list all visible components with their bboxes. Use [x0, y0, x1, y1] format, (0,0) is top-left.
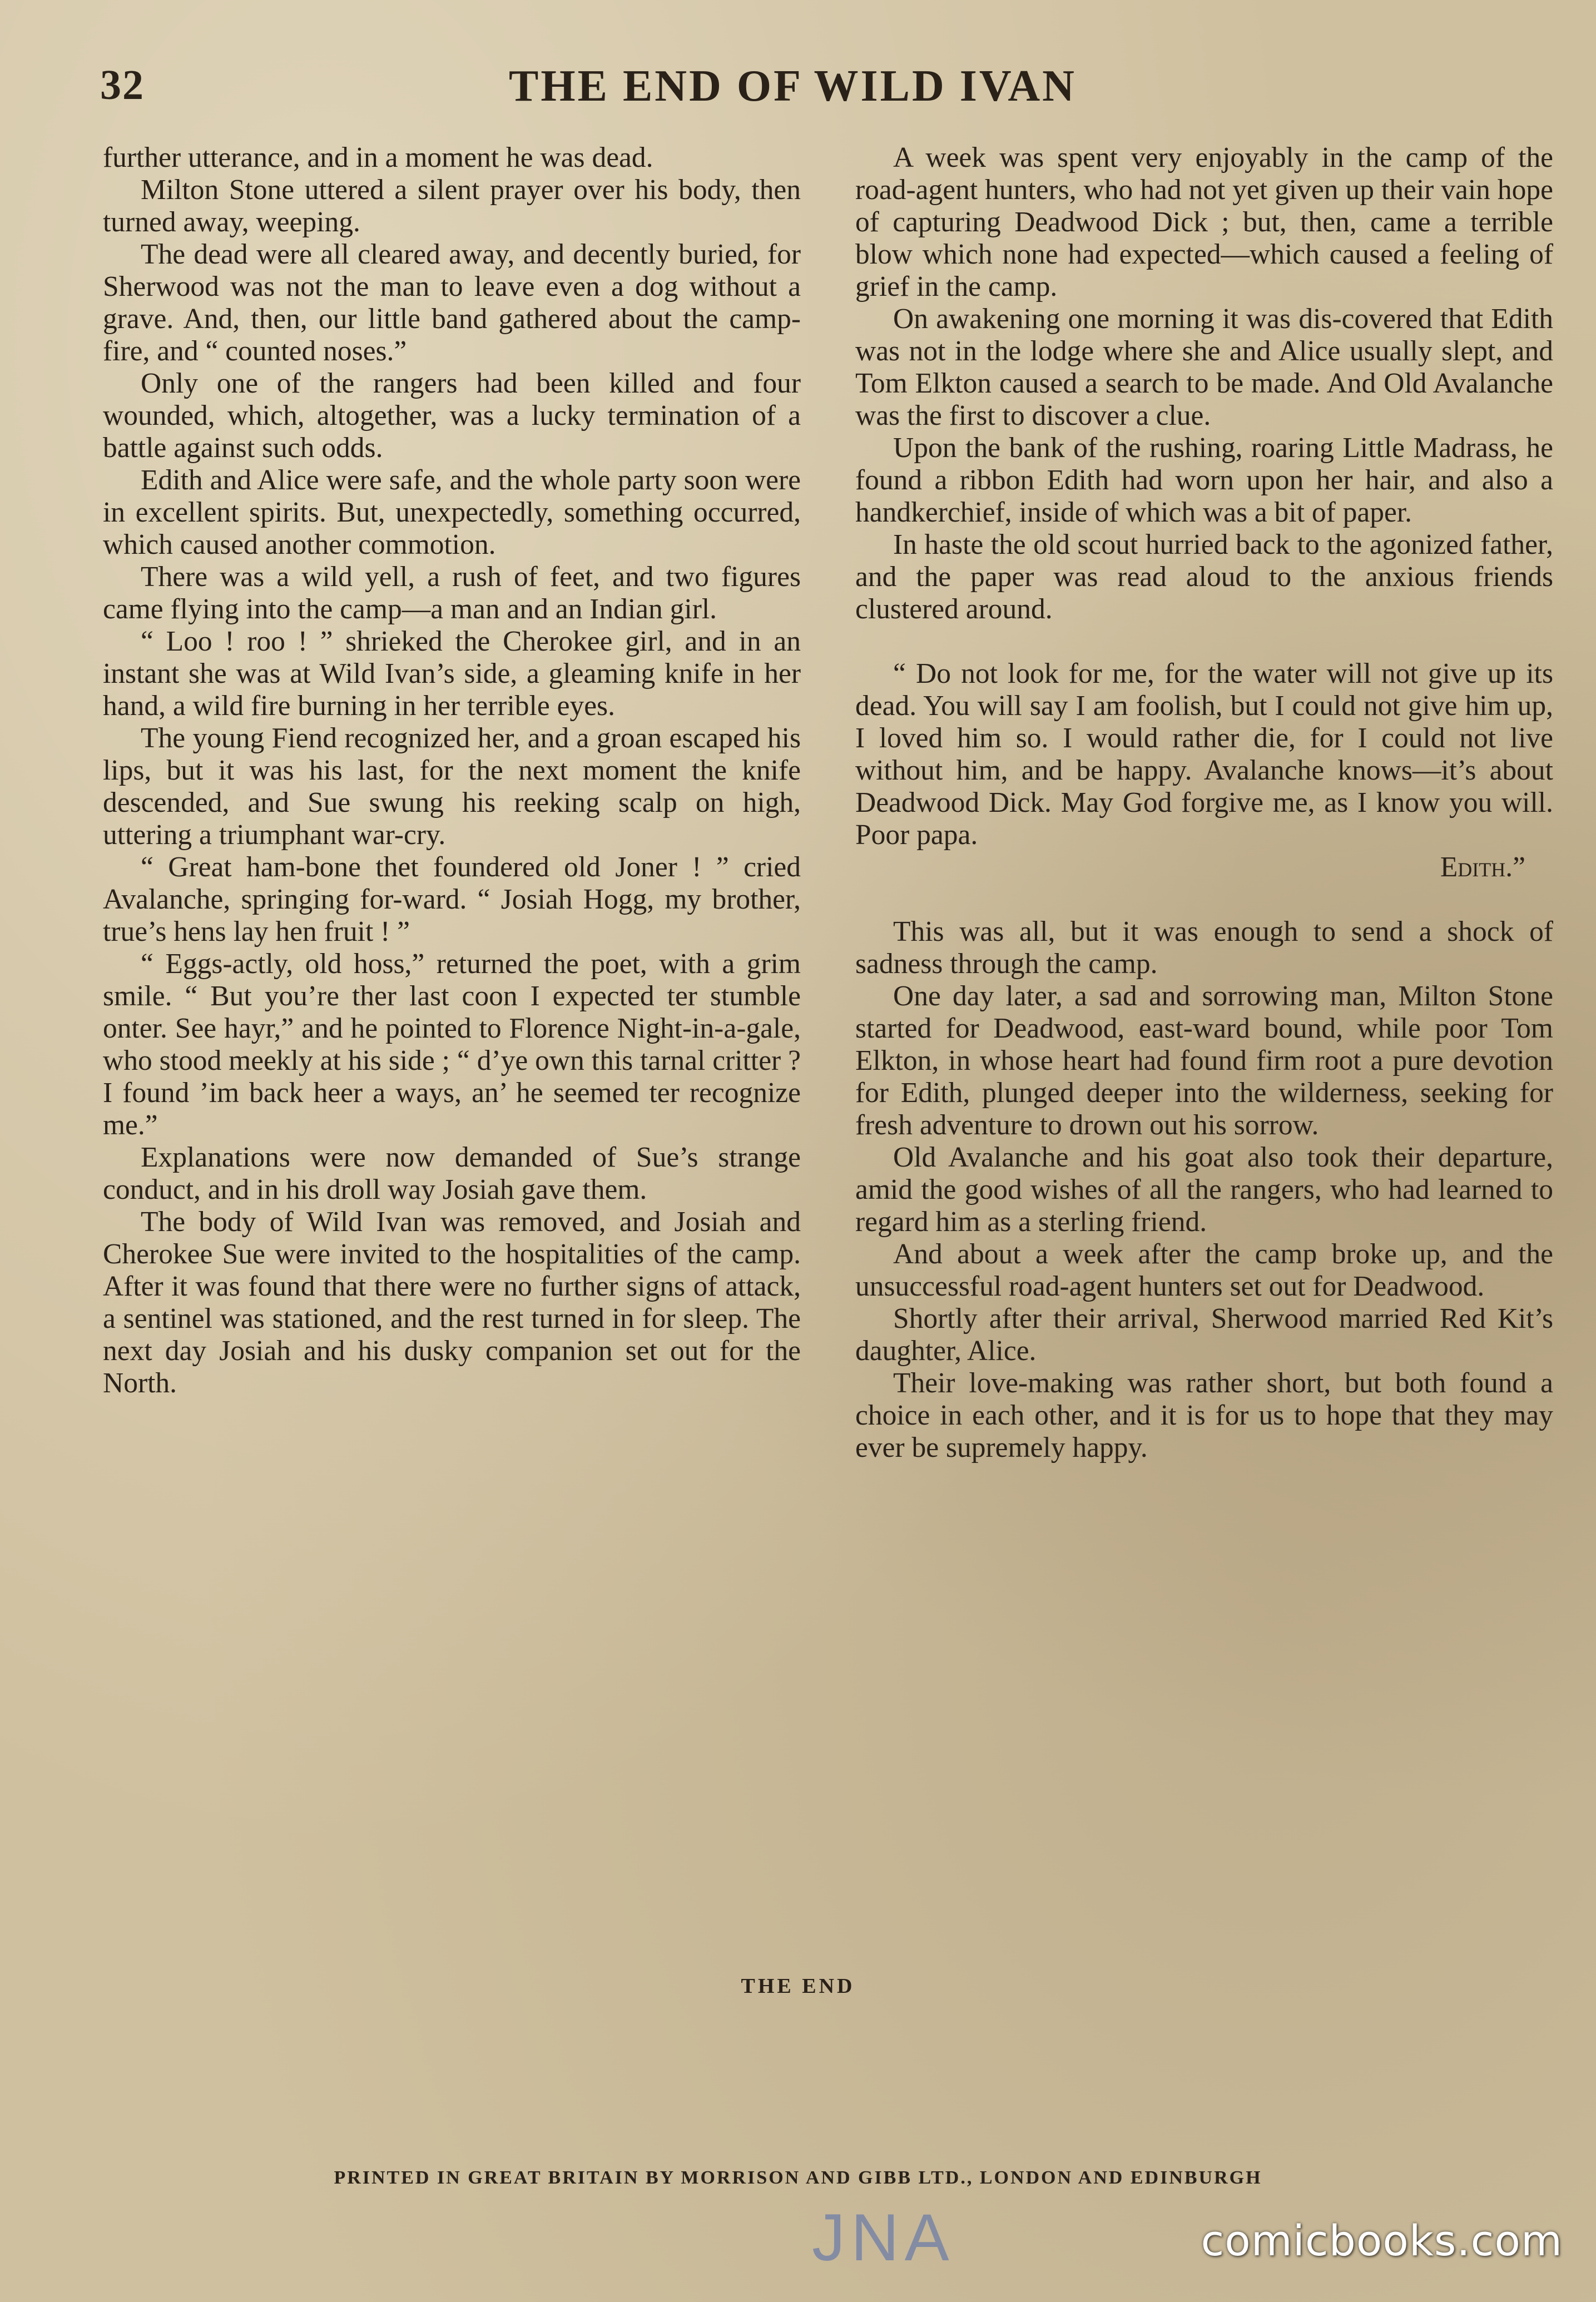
- paragraph: Their love-making was rather short, but both found a choice in each other, and it is for us to hope that they may ever be supremely happy.: [855, 1367, 1553, 1463]
- running-title: THE END OF WILD IVAN: [509, 62, 1077, 111]
- edith-letter: [855, 658, 1553, 884]
- paragraph: The dead were all cleared away, and decently buried, for Sherwood was not the man to leave even a dog without a grave. And, then, our little band gathered about the camp-fire, and “ counted noses.”: [103, 239, 801, 367]
- paragraph: And about a week after the camp broke up, and the unsuccessful road-agent hunters set out for Deadwood.: [855, 1238, 1553, 1302]
- paragraph: further utterance, and in a moment he was dead.: [103, 142, 653, 173]
- paragraph: The young Fiend recognized her, and a groan escaped his lips, but it was his last, for the next moment the knife descended, and Sue swung his reeking scalp on high, uttering a triumphant war-cry.: [103, 722, 801, 851]
- library-stamp: JNA: [812, 2200, 955, 2275]
- paragraph: In haste the old scout hurried back to the agonized father, and the paper was read aloud to the anxious friends clustered around.: [855, 529, 1553, 625]
- paragraph: Milton Stone uttered a silent prayer over his body, then turned away, weeping.: [103, 174, 801, 238]
- left-column: [103, 142, 801, 1400]
- site-watermark: comicbooks.com: [1201, 2216, 1563, 2265]
- paragraph: “ Eggs-actly, old hoss,” returned the poet, with a grim smile. “ But you’re ther last coon I expected ter stumble onter. See hayr,” and he pointed to Florence Night-in-a-gale, who stood meekly at his side ; “ d’ye own this tarnal critter ? I found ’im back heer a ways, an’ he seemed ter recognize me.”: [103, 948, 801, 1141]
- paragraph: Edith and Alice were safe, and the whole party soon were in excellent spirits. But, unexpectedly, something occurred, which caused another commotion.: [103, 464, 801, 560]
- paragraph: There was a wild yell, a rush of feet, and two figures came flying into the camp—a man and an Indian girl.: [103, 561, 801, 625]
- end-mark: THE END: [741, 1974, 855, 1998]
- page-number: 32: [100, 62, 145, 108]
- paragraph: On awakening one morning it was dis-covered that Edith was not in the lodge where she and Alice usually slept, and Tom Elkton caused a search to be made. And Old Avalanche was the first to discover a clue.: [855, 303, 1553, 431]
- printer-imprint: PRINTED IN GREAT BRITAIN BY MORRISON AND GIBB LTD., LONDON AND EDINBURGH: [334, 2167, 1262, 2188]
- paragraph: Old Avalanche and his goat also took their departure, amid the good wishes of all the rangers, who had learned to regard him as a sterling friend.: [855, 1142, 1553, 1238]
- paragraph: This was all, but it was enough to send a shock of sadness through the camp.: [855, 916, 1553, 980]
- paragraph: Shortly after their arrival, Sherwood married Red Kit’s daughter, Alice.: [855, 1303, 1553, 1367]
- paragraph: Only one of the rangers had been killed and four wounded, which, altogether, was a lucky termination of a battle against such odds.: [103, 368, 801, 464]
- letter-signature: Edith.”: [1440, 851, 1525, 883]
- paragraph: One day later, a sad and sorrowing man, Milton Stone started for Deadwood, east-ward bound, while poor Tom Elkton, in whose heart had found firm root a pure devotion for Edith, plunged deeper into the wilderness, seeking for fresh adventure to drown out his sorrow.: [855, 980, 1553, 1141]
- paragraph: “ Great ham-bone thet foundered old Joner ! ” cried Avalanche, springing for-ward. “ Josiah Hogg, my brother, true’s hens lay hen fruit ! ”: [103, 851, 801, 947]
- letter-text: “ Do not look for me, for the water will not give up its dead. You will say I am foolish, but I could not give him up, I loved him so. I would rather die, for I could not live without him, and be happy. Avalanche knows—it’s about Deadwood Dick. May God forgive me, as I know you will. Poor papa.: [855, 658, 1553, 851]
- paragraph: A week was spent very enjoyably in the camp of the road-agent hunters, who had not yet given up their vain hope of capturing Deadwood Dick ; but, then, came a terrible blow which none had expected—which caused a feeling of grief in the camp.: [855, 142, 1553, 302]
- paragraph: “ Loo ! roo ! ” shrieked the Cherokee girl, and in an instant she was at Wild Ivan’s side, a gleaming knife in her hand, a wild fire burning in her terrible eyes.: [103, 626, 801, 722]
- right-column: [855, 142, 1553, 1464]
- page-header: [100, 61, 1552, 122]
- paragraph: Explanations were now demanded of Sue’s strange conduct, and in his droll way Josiah gave them.: [103, 1142, 801, 1205]
- paragraph: The body of Wild Ivan was removed, and Josiah and Cherokee Sue were invited to the hospitalities of the camp. After it was found that there were no further signs of attack, a sentinel was stationed, and the rest turned in for sleep. The next day Josiah and his dusky companion set out for the North.: [103, 1206, 801, 1399]
- paragraph: Upon the bank of the rushing, roaring Little Madrass, he found a ribbon Edith had worn upon her hair, and also a handkerchief, inside of which was a bit of paper.: [855, 432, 1553, 528]
